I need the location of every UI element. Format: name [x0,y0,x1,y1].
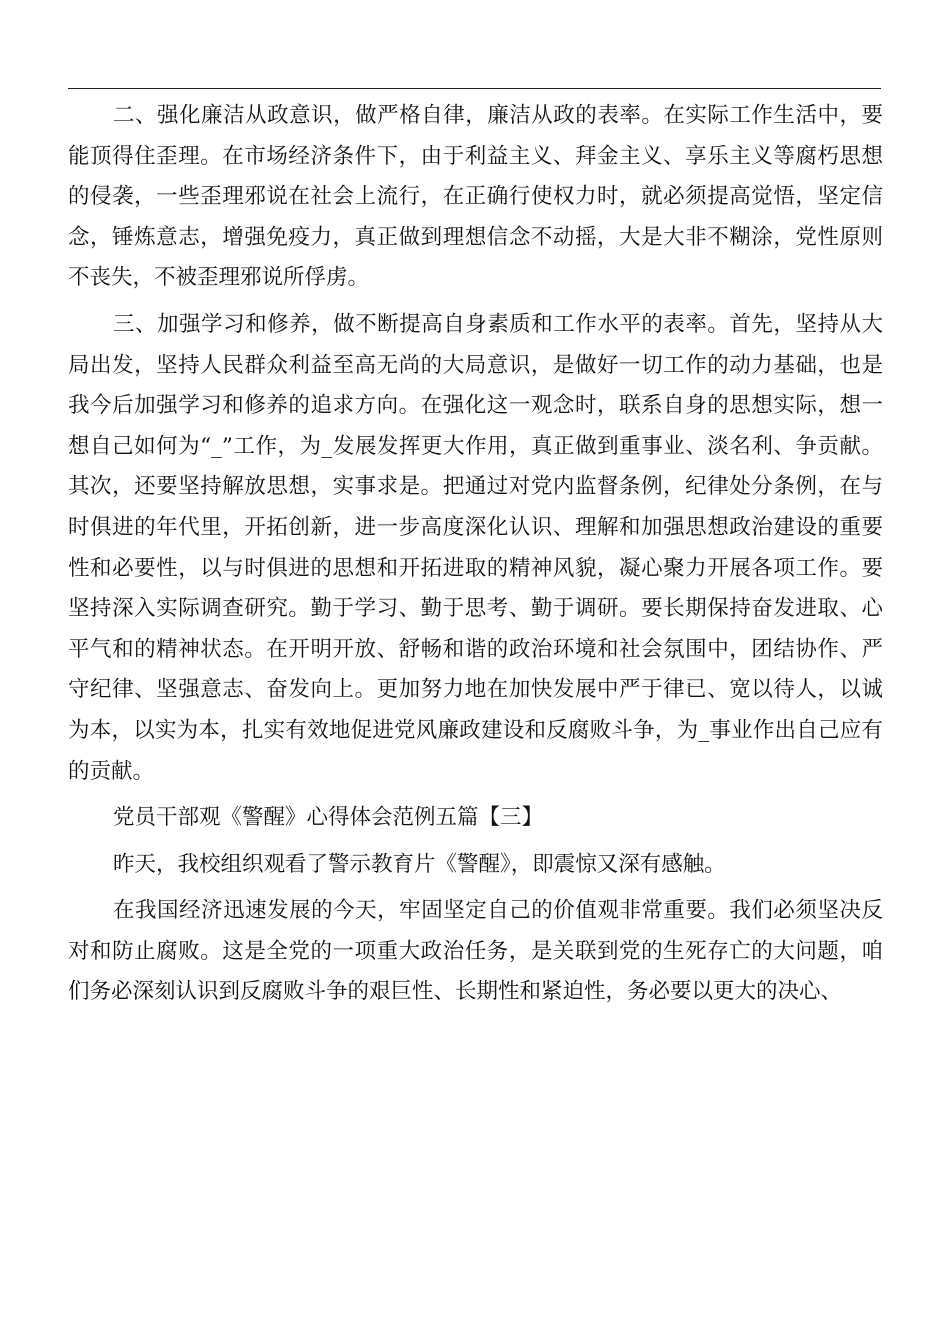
paragraph-watched-film: 昨天，我校组织观看了警示教育片《警醒》，即震惊又深有感触。 [113,851,726,877]
document-body [68,96,883,1019]
header-rule [68,88,881,89]
paragraph-integrity: 二、强化廉洁从政意识，做严格自律，廉洁从政的表率。在实际工作生活中，要能顶得住歪理。在市场经济条件下，由于利益主义、拜金主义、享乐主义等腐朽思想的侵袭，一些歪理邪说在社会上流行，在正确行使权力时，就必须提高觉悟，坚定信念，锤炼意志，增强免疫力，真正做到理想信念不动摇，大是大非不糊涂，党性原则不丧失，不被歪理邪说所俘虏。 [68,103,883,291]
section-heading: 党员干部观《警醒》心得体会范例五篇【三】 [113,805,544,831]
paragraph-study: 三、加强学习和修养，做不断提高自身素质和工作水平的表率。首先，坚持从大局出发，坚持人民群众利益至高无尚的大局意识，是做好一切工作的动力基础，也是我今后加强学习和修养的追求方向。在强化这一观念时，联系自身的思想实际，想一想自己如何为“_”工作，为_发展发挥更大作用，真正做到重事业、淡名利、争贡献。其次，还要坚持解放思想，实事求是。把通过对党内监督条例，纪律处分条例，在与时俱进的年代里，开拓创新，进一步高度深化认识、理解和加强思想政治建设的重要性和必要性，以与时俱进的思想和开拓进取的精神风貌，凝心聚力开展各项工作。要坚持深入实际调查研究。勤于学习、勤于思考、勤于调研。要长期保持奋发进取、心平气和的精神状态。在开明开放、舒畅和谐的政治环境和社会氛围中，团结协作、严守纪律、坚强意志、奋发向上。更加努力地在加快发展中严于律已、宽以待人，以诚为本，以实为本，扎实有效地促进党风廉政建设和反腐败斗争，为_事业作出自己应有的贡献。 [68,311,883,784]
paragraph-values: 在我国经济迅速发展的今天，牢固坚定自己的价值观非常重要。我们必须坚决反对和防止腐败。这是全党的一项重大政治任务，是关联到党的生死存亡的大问题，咱们务必深刻认识到反腐败斗争的艰巨性、长期性和紧迫性，务必要以更大的决心、 [68,898,883,1005]
